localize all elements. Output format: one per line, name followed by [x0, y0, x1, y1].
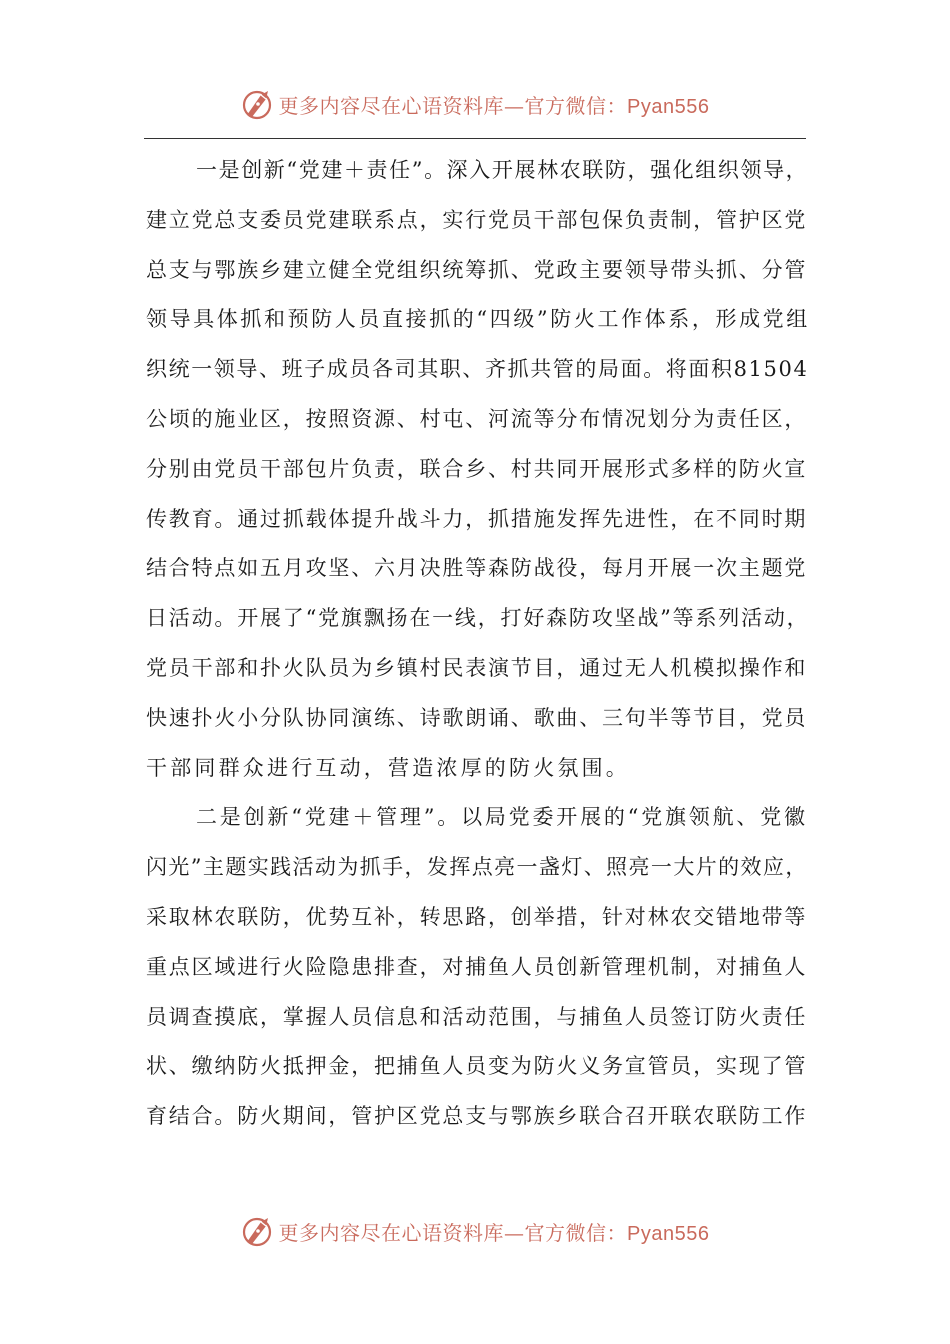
paragraph-line: 公顷的施业区，按照资源、村屯、河流等分布情况划分为责任区，: [146, 406, 808, 431]
paragraph-line: 结合特点如五月攻坚、六月决胜等森防战役，每月开展一次主题党: [146, 556, 808, 581]
paragraph-line: 党员干部和扑火队员为乡镇村民表演节目，通过无人机模拟操作和: [146, 655, 808, 680]
paragraph-line: 员调查摸底，掌握人员信息和活动范围，与捕鱼人员签订防火责任: [146, 1004, 808, 1029]
paragraph-line: 育结合。防火期间，管护区党总支与鄂族乡联合召开联农联防工作: [146, 1104, 808, 1129]
footer-banner-dash: —: [504, 1220, 525, 1245]
paragraph-line: 一是创新“党建＋责任”。深入开展林农联防，强化组织领导，: [196, 158, 809, 182]
paragraph-line: 日活动。开展了“党旗飘扬在一线，打好森防攻坚战”等系列活动，: [146, 606, 810, 631]
pen-nib-logo-icon: [241, 87, 275, 121]
pen-nib-logo-icon: [241, 1214, 275, 1248]
paragraph-line: 总支与鄂族乡建立健全党组织统筹抓、党政主要领导带头抓、分管: [146, 257, 808, 282]
header-banner-label: 官方微信：: [524, 93, 628, 118]
footer-banner-id: Pyan556: [627, 1222, 710, 1245]
paragraph-line: 重点区域进行火险隐患排查，对捕鱼人员创新管理机制，对捕鱼人: [146, 954, 808, 979]
paragraph-line: 传教育。通过抓载体提升战斗力，抓措施发挥先进性，在不同时期: [146, 506, 808, 531]
footer-banner: [0, 1209, 950, 1253]
paragraph-line: 织统一领导、班子成员各司其职、齐抓共管的局面。将面积81504: [146, 357, 809, 382]
header-banner-dash: —: [504, 93, 525, 118]
header-banner: [0, 82, 950, 126]
footer-banner-cn: 更多内容尽在心语资料库: [278, 1220, 505, 1245]
footer-banner-label: 官方微信：: [524, 1220, 628, 1245]
header-banner-cn: 更多内容尽在心语资料库: [278, 93, 505, 118]
paragraph-line: 采取林农联防，优势互补，转思路，创举措，针对林农交错地带等: [146, 904, 808, 929]
paragraph-line: 建立党总支委员党建联系点，实行党员干部包保负责制，管护区党: [146, 207, 808, 232]
paragraph-line: 二是创新“党建＋管理”。以局党委开展的“党旗领航、党徽: [196, 805, 808, 830]
paragraph-line: 领导具体抓和预防人员直接抓的“四级”防火工作体系，形成党组: [146, 307, 810, 332]
footer-banner-text: [279, 1217, 710, 1246]
document-body: [146, 146, 810, 1142]
paragraph-line: 分别由党员干部包片负责，联合乡、村共同开展形式多样的防火宣: [146, 456, 808, 481]
header-divider: [144, 138, 806, 139]
paragraph-line: 快速扑火小分队协同演练、诗歌朗诵、歌曲、三句半等节目，党员: [146, 705, 808, 730]
paragraph-line: 状、缴纳防火抵押金，把捕鱼人员变为防火义务宣管员，实现了管: [146, 1054, 808, 1079]
paragraph-line: 干部同群众进行互动，营造浓厚的防火氛围。: [146, 755, 630, 780]
paragraph-line: 闪光”主题实践活动为抓手，发挥点亮一盏灯、照亮一大片的效应，: [146, 855, 808, 880]
header-banner-text: [279, 90, 710, 119]
header-banner-id: Pyan556: [627, 95, 710, 118]
